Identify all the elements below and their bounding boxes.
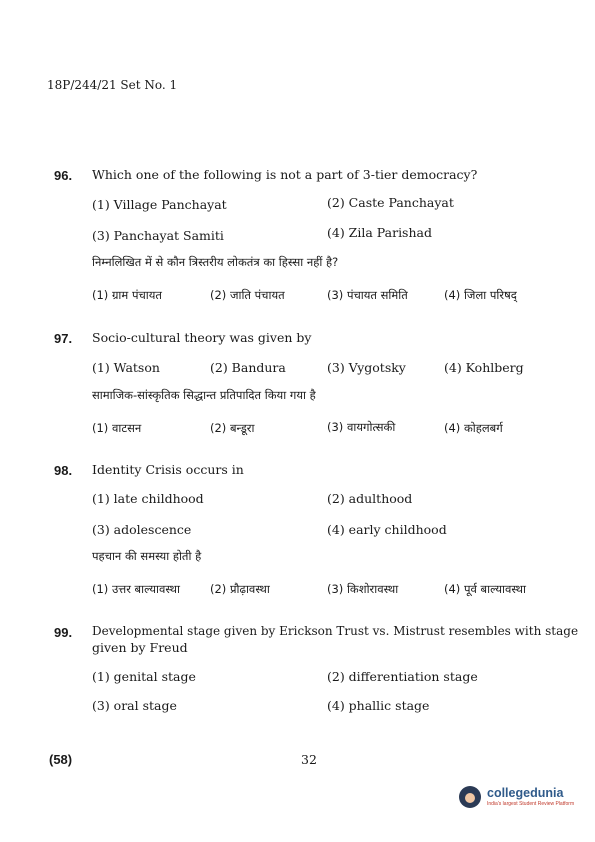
option-1: (1) genital stage [92, 669, 196, 684]
option-2: (2) Bandura [210, 360, 286, 375]
question-text: Identity Crisis occurs in [92, 462, 244, 477]
question-text: Which one of the following is not a part of 3-tier democracy? [92, 167, 478, 182]
hindi-option-1: (1) वाटसन [92, 421, 142, 435]
question-text: Socio-cultural theory was given by [92, 330, 312, 345]
hindi-question-text: सामाजिक-सांस्कृतिक सिद्धान्त प्रतिपादित किया गया है [92, 388, 316, 402]
hindi-question-text: निम्नलिखित में से कौन त्रिस्तरीय लोकतंत्र का हिस्सा नहीं है? [92, 255, 339, 269]
hindi-option-2: (2) जाति पंचायत [210, 288, 285, 302]
watermark-name: collegedunia [487, 786, 564, 801]
question-number: 99. [54, 625, 73, 640]
hindi-option-1: (1) उत्तर बाल्यावस्था [92, 582, 180, 596]
question-number: 98. [54, 463, 73, 478]
hindi-option-4: (4) कोहलबर्ग [444, 421, 503, 435]
option-2: (2) Caste Panchayat [327, 195, 454, 210]
watermark-tagline: India's largest Student Review Platform [487, 800, 575, 807]
option-3: (3) Vygotsky [327, 360, 406, 375]
option-1: (1) late childhood [92, 491, 204, 506]
hindi-option-2: (2) बन्डूरा [210, 421, 255, 435]
question-number: 96. [54, 168, 73, 183]
option-4: (4) Zila Parishad [327, 225, 432, 240]
mascot-icon [459, 786, 481, 808]
hindi-option-4: (4) पूर्व बाल्यावस्था [444, 582, 526, 596]
question-text-line-2: given by Freud [92, 640, 188, 655]
hindi-option-3: (3) वायगोत्सकी [327, 420, 396, 434]
question-number: 97. [54, 331, 73, 346]
option-3: (3) oral stage [92, 698, 177, 713]
option-3: (3) adolescence [92, 522, 192, 537]
hindi-question-text: पहचान की समस्या होती है [92, 549, 202, 563]
option-4: (4) Kohlberg [444, 360, 524, 375]
option-4: (4) phallic stage [327, 698, 430, 713]
option-4: (4) early childhood [327, 522, 447, 537]
option-1: (1) Watson [92, 360, 160, 375]
option-1: (1) Village Panchayat [92, 197, 227, 212]
option-2: (2) adulthood [327, 491, 413, 506]
hindi-option-4: (4) जिला परिषद् [444, 288, 517, 302]
hindi-option-2: (2) प्रौढ़ावस्था [210, 582, 270, 596]
collegedunia-watermark [459, 786, 574, 808]
question-text-line-1: Developmental stage given by Erickson Trust vs. Mistrust resembles with stage [92, 624, 579, 638]
hindi-option-1: (1) ग्राम पंचायत [92, 288, 162, 302]
footer-code: (58) [49, 752, 73, 767]
option-3: (3) Panchayat Samiti [92, 228, 224, 243]
set-number-header: 18P/244/21 Set No. 1 [47, 78, 178, 92]
option-2: (2) differentiation stage [327, 669, 478, 684]
page-number: 32 [301, 752, 317, 767]
hindi-option-3: (3) पंचायत समिति [327, 288, 408, 302]
hindi-option-3: (3) किशोरावस्था [327, 582, 399, 596]
